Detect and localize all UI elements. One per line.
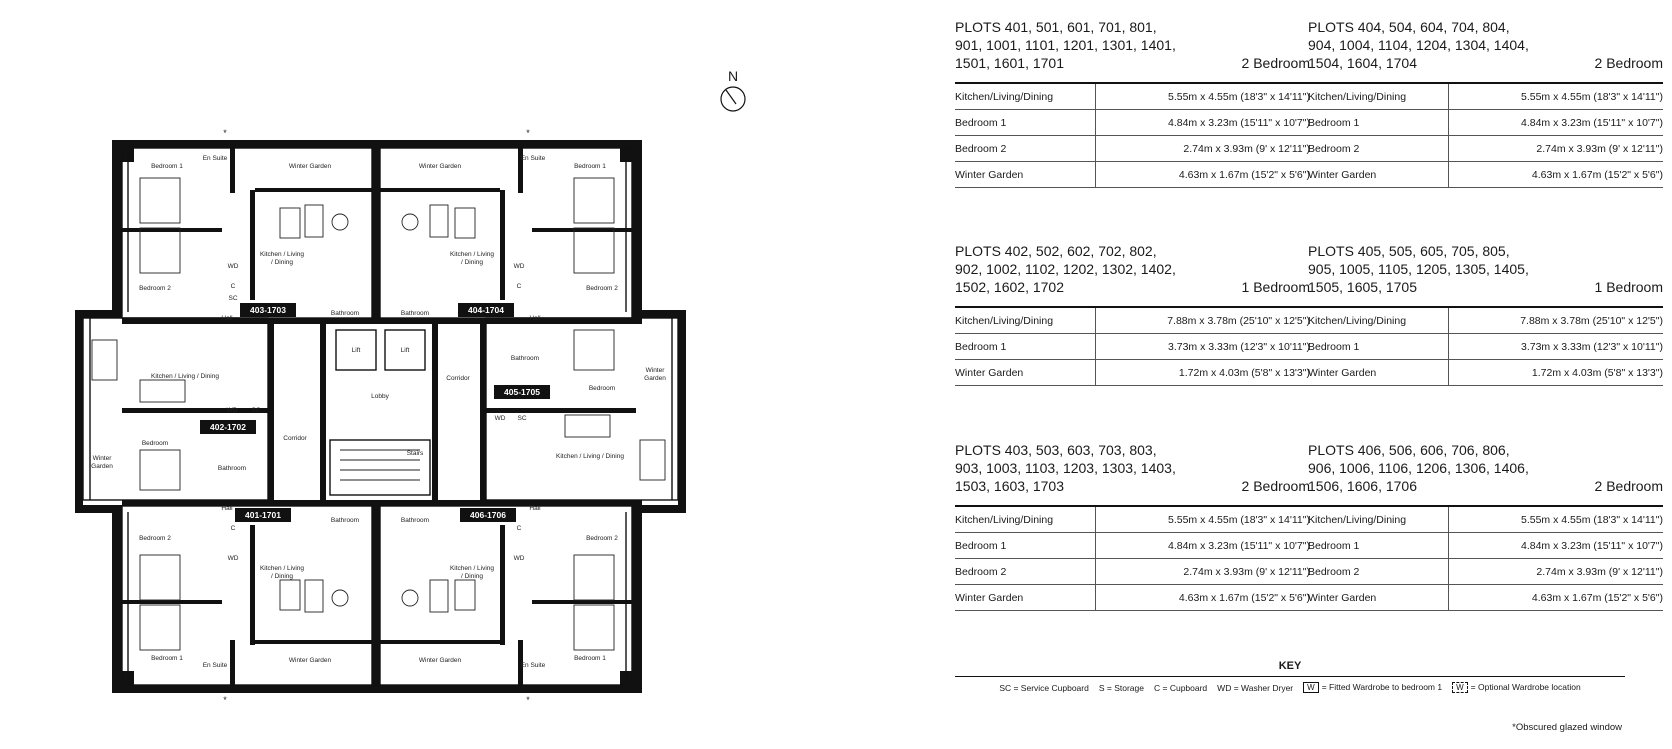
room-table	[955, 505, 1310, 611]
schedule-type: 1 Bedroom	[1594, 279, 1663, 295]
label-dining-tl: / Dining	[270, 259, 294, 266]
table-row: Bedroom 2 2.74m x 3.93m (9' x 12'11")	[1308, 136, 1663, 162]
table-row: Winter Garden 1.72m x 4.03m (5'8" x 13'3")	[1308, 360, 1663, 386]
schedule-plot-401	[955, 14, 1310, 188]
legend-key	[955, 660, 1625, 693]
label-wintergarden-tr: Winter Garden	[418, 163, 462, 170]
key-divider	[955, 676, 1625, 677]
table-row: Winter Garden 4.63m x 1.67m (15'2" x 5'6")	[955, 162, 1310, 188]
label-kitchen-br: Kitchen / Living	[449, 565, 495, 572]
label-winter-left: Winter	[92, 455, 112, 462]
table-row: Bedroom 1 4.84m x 3.23m (15'11" x 10'7")	[1308, 110, 1663, 136]
label-bathroom-tr: Bathroom	[400, 310, 430, 317]
room-table	[955, 306, 1310, 386]
north-compass	[718, 68, 758, 128]
plot-tag-403	[240, 303, 296, 317]
label-kitchen-bl: Kitchen / Living	[259, 565, 305, 572]
label-corridor-r: Corridor	[446, 375, 470, 382]
schedule-type: 2 Bedroom	[1594, 478, 1663, 494]
label-bedroom2-tl: Bedroom 2	[139, 285, 171, 292]
label-garden-right: Garden	[644, 375, 666, 382]
label-wintergarden-tl: Winter Garden	[288, 163, 332, 170]
label-wd-right: WD	[494, 415, 506, 422]
label-lift-1: Lift	[351, 347, 361, 354]
label-garden-left: Garden	[91, 463, 113, 470]
svg-text:402-1702: 402-1702	[210, 422, 246, 432]
label-ensuite-br: En Suite	[520, 662, 546, 669]
label-bedroom-left: Bedroom	[141, 440, 169, 447]
label-bedroom1-tl: Bedroom 1	[151, 163, 183, 170]
room-table	[1308, 306, 1663, 386]
plot-tag-401	[235, 508, 291, 522]
label-ensuite-tr: En Suite	[520, 155, 546, 162]
table-row: Bedroom 1 3.73m x 3.33m (12'3" x 10'11")	[1308, 334, 1663, 360]
plot-tag-404	[458, 303, 514, 317]
label-kitchen-tl: Kitchen / Living	[259, 251, 305, 258]
label-dining-br: / Dining	[460, 573, 484, 580]
label-bathroom-bl: Bathroom	[330, 517, 360, 524]
table-row: Kitchen/Living/Dining 5.55m x 4.55m (18'3" x 14'11")	[1308, 83, 1663, 110]
schedule-plots: PLOTS 406, 506, 606, 706, 806, 906, 1006, 1106, 1206, 1306, 1406, 1506, 1606, 1706	[1308, 442, 1529, 494]
label-wd-tr: WD	[513, 263, 525, 270]
label-hall-tl: Hall	[221, 315, 233, 322]
schedule-plot-403	[955, 437, 1310, 611]
label-wintergarden-br: Winter Garden	[418, 657, 462, 664]
table-row: Kitchen/Living/Dining 7.88m x 3.78m (25'10" x 12'5")	[1308, 307, 1663, 334]
label-c-bl: C	[230, 525, 236, 532]
north-label: N	[727, 68, 739, 84]
key-fitted-wardrobe: W = Fitted Wardrobe to bedroom 1	[1303, 682, 1442, 693]
schedule-plots: PLOTS 405, 505, 605, 705, 805, 905, 1005, 1105, 1205, 1305, 1405, 1505, 1605, 1705	[1308, 243, 1529, 295]
label-bedroom1-tr: Bedroom 1	[574, 163, 606, 170]
label-dining-bl: / Dining	[270, 573, 294, 580]
schedule-plots: PLOTS 401, 501, 601, 701, 801, 901, 1001, 1101, 1201, 1301, 1401, 1501, 1601, 1701	[955, 19, 1176, 71]
schedule-plot-404	[1308, 14, 1663, 188]
label-wd-tl: WD	[227, 263, 239, 270]
label-lobby: Lobby	[371, 393, 389, 400]
schedule-type: 1 Bedroom	[1241, 279, 1310, 295]
table-row: Bedroom 1 3.73m x 3.33m (12'3" x 10'11")	[955, 334, 1310, 360]
plot-tag-406	[460, 508, 516, 522]
table-row: Bedroom 1 4.84m x 3.23m (15'11" x 10'7")	[1308, 533, 1663, 559]
label-hall-tr: Hall	[529, 315, 541, 322]
compass-icon	[718, 84, 748, 114]
label-wd-br: WD	[513, 555, 525, 562]
label-kitchen-tr: Kitchen / Living	[449, 251, 495, 258]
schedule-plot-402	[955, 238, 1310, 386]
schedule-type: 2 Bedroom	[1241, 55, 1310, 71]
label-bathroom-right: Bathroom	[510, 355, 540, 362]
room-table	[1308, 505, 1663, 611]
label-dining-tr: / Dining	[460, 259, 484, 266]
table-row: Winter Garden 4.63m x 1.67m (15'2" x 5'6")	[955, 585, 1310, 611]
table-row: Winter Garden 1.72m x 4.03m (5'8" x 13'3")	[955, 360, 1310, 386]
asterisk-tr: *	[526, 128, 530, 138]
label-wd-bl: WD	[227, 555, 239, 562]
label-kld-left: Kitchen / Living / Dining	[151, 373, 219, 380]
label-bathroom-tl: Bathroom	[330, 310, 360, 317]
key-items	[955, 682, 1625, 693]
schedule-plot-405	[1308, 238, 1663, 386]
table-row: Winter Garden 4.63m x 1.67m (15'2" x 5'6")	[1308, 585, 1663, 611]
key-wd: WD = Washer Dryer	[1217, 682, 1294, 693]
table-row: Kitchen/Living/Dining 5.55m x 4.55m (18'3" x 14'11")	[955, 83, 1310, 110]
table-row: Kitchen/Living/Dining 7.88m x 3.78m (25'10" x 12'5")	[955, 307, 1310, 334]
label-bedroom1-br: Bedroom 1	[574, 655, 606, 662]
asterisk-tl: *	[223, 128, 227, 138]
label-bedroom-right: Bedroom	[588, 385, 616, 392]
optional-wardrobe-icon: W	[1452, 682, 1468, 693]
schedule-plots: PLOTS 402, 502, 602, 702, 802, 902, 1002, 1102, 1202, 1302, 1402, 1502, 1602, 1702	[955, 243, 1176, 295]
table-row: Bedroom 2 2.74m x 3.93m (9' x 12'11")	[955, 136, 1310, 162]
key-c: C = Cupboard	[1154, 682, 1208, 693]
key-sc: SC = Service Cupboard	[999, 682, 1089, 693]
label-kld-right: Kitchen / Living / Dining	[556, 453, 624, 460]
table-row: Kitchen/Living/Dining 5.55m x 4.55m (18'3" x 14'11")	[1308, 506, 1663, 533]
label-sc-tl: SC	[228, 295, 238, 302]
table-row: Winter Garden 4.63m x 1.67m (15'2" x 5'6")	[1308, 162, 1663, 188]
footnote: *Obscured glazed window	[1512, 722, 1622, 733]
table-row: Bedroom 2 2.74m x 3.93m (9' x 12'11")	[955, 559, 1310, 585]
label-c-tr: C	[516, 283, 522, 290]
label-hall-br: Hall	[529, 505, 541, 512]
svg-text:401-1701: 401-1701	[245, 510, 281, 520]
label-sc-left: SC	[251, 407, 261, 414]
svg-text:405-1705: 405-1705	[504, 387, 540, 397]
label-bedroom2-tr: Bedroom 2	[586, 285, 618, 292]
label-lift-2: Lift	[400, 347, 410, 354]
label-bedroom1-bl: Bedroom 1	[151, 655, 183, 662]
label-bedroom2-br: Bedroom 2	[586, 535, 618, 542]
svg-text:406-1706: 406-1706	[470, 510, 506, 520]
label-c-br: C	[516, 525, 522, 532]
label-c-tl: C	[230, 283, 236, 290]
label-stairs: Stairs	[406, 450, 424, 457]
plot-tag-402	[200, 420, 256, 434]
label-wintergarden-bl: Winter Garden	[288, 657, 332, 664]
asterisk-bl: *	[223, 695, 227, 705]
plot-tag-405	[494, 385, 550, 399]
fitted-wardrobe-icon: W	[1303, 682, 1319, 693]
label-hall-bl: Hall	[221, 505, 233, 512]
schedule-plot-406	[1308, 437, 1663, 611]
label-bathroom-br: Bathroom	[400, 517, 430, 524]
room-table	[955, 82, 1310, 188]
label-ensuite-tl: En Suite	[202, 155, 228, 162]
label-bathroom-left: Bathroom	[217, 465, 247, 472]
room-table	[1308, 82, 1663, 188]
label-corridor-l: Corridor	[283, 435, 307, 442]
key-optional-wardrobe: W = Optional Wardrobe location	[1452, 682, 1581, 693]
label-sc-right: SC	[517, 415, 527, 422]
table-row: Bedroom 1 4.84m x 3.23m (15'11" x 10'7")	[955, 110, 1310, 136]
label-ensuite-bl: En Suite	[202, 662, 228, 669]
label-winter-right: Winter	[645, 367, 665, 374]
label-bedroom2-bl: Bedroom 2	[139, 535, 171, 542]
label-wd-left: WD	[226, 407, 238, 414]
schedule-type: 2 Bedroom	[1594, 55, 1663, 71]
schedule-plots: PLOTS 404, 504, 604, 704, 804, 904, 1004, 1104, 1204, 1304, 1404, 1504, 1604, 1704	[1308, 19, 1529, 71]
svg-text:404-1704: 404-1704	[468, 305, 504, 315]
schedule-plots: PLOTS 403, 503, 603, 703, 803, 903, 1003, 1103, 1203, 1303, 1403, 1503, 1603, 1703	[955, 442, 1176, 494]
key-s: S = Storage	[1098, 682, 1144, 693]
table-row: Bedroom 1 4.84m x 3.23m (15'11" x 10'7")	[955, 533, 1310, 559]
asterisk-br: *	[526, 695, 530, 705]
key-title: KEY	[1278, 660, 1302, 672]
table-row: Kitchen/Living/Dining 5.55m x 4.55m (18'3" x 14'11")	[955, 506, 1310, 533]
table-row: Bedroom 2 2.74m x 3.93m (9' x 12'11")	[1308, 559, 1663, 585]
svg-text:403-1703: 403-1703	[250, 305, 286, 315]
schedule-type: 2 Bedroom	[1241, 478, 1310, 494]
